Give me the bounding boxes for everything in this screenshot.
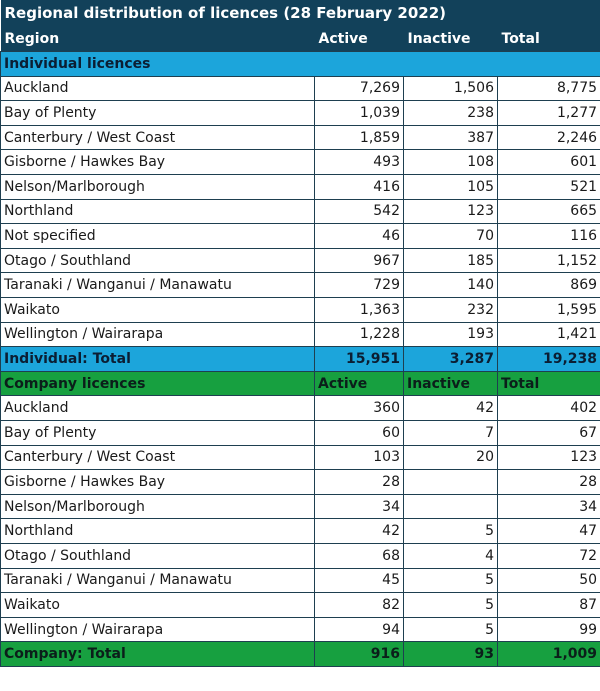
individual-region-cell: Wellington / Wairarapa	[1, 322, 315, 347]
individual-active-cell: 7,269	[315, 76, 404, 101]
company-inactive-cell: 5	[404, 617, 498, 642]
company-total-cell: 34	[498, 494, 600, 519]
company-region-cell: Bay of Plenty	[1, 421, 315, 446]
table-row	[1, 322, 600, 347]
table-row	[1, 568, 600, 593]
individual-active-cell: 729	[315, 273, 404, 298]
company-inactive-cell: 4	[404, 543, 498, 568]
individual-region-cell: Nelson/Marlborough	[1, 175, 315, 200]
individual-inactive-cell: 105	[404, 175, 498, 200]
company-total-inactive: 93	[404, 642, 498, 667]
individual-total-cell: 869	[498, 273, 600, 298]
col-header-active: Active	[315, 27, 404, 52]
company-active-cell: 60	[315, 421, 404, 446]
company-col-header-inactive: Inactive	[404, 371, 498, 396]
company-inactive-cell: 5	[404, 519, 498, 544]
col-header-total: Total	[498, 27, 600, 52]
company-region-cell: Otago / Southland	[1, 543, 315, 568]
individual-inactive-cell: 193	[404, 322, 498, 347]
individual-total-cell: 665	[498, 199, 600, 224]
individual-active-cell: 1,859	[315, 125, 404, 150]
company-active-cell: 360	[315, 396, 404, 421]
table-row	[1, 248, 600, 273]
individual-total-total: 19,238	[498, 347, 600, 372]
individual-inactive-cell: 185	[404, 248, 498, 273]
individual-total-active: 15,951	[315, 347, 404, 372]
individual-active-cell: 46	[315, 224, 404, 249]
company-col-header-active: Active	[315, 371, 404, 396]
company-total-cell: 67	[498, 421, 600, 446]
company-inactive-cell	[404, 470, 498, 495]
individual-inactive-cell: 70	[404, 224, 498, 249]
company-active-cell: 28	[315, 470, 404, 495]
individual-region-cell: Taranaki / Wanganui / Manawatu	[1, 273, 315, 298]
column-header-row	[1, 27, 600, 52]
table-row	[1, 101, 600, 126]
company-inactive-cell: 5	[404, 593, 498, 618]
individual-section-header	[1, 52, 600, 77]
col-header-inactive: Inactive	[404, 27, 498, 52]
individual-active-cell: 1,363	[315, 298, 404, 323]
individual-inactive-cell: 123	[404, 199, 498, 224]
individual-inactive-cell: 238	[404, 101, 498, 126]
company-active-cell: 68	[315, 543, 404, 568]
company-col-header-total: Total	[498, 371, 600, 396]
individual-active-cell: 1,039	[315, 101, 404, 126]
table-row	[1, 150, 600, 175]
company-region-cell: Auckland	[1, 396, 315, 421]
individual-inactive-cell: 108	[404, 150, 498, 175]
company-total-cell: 402	[498, 396, 600, 421]
table-row	[1, 494, 600, 519]
company-total-cell: 87	[498, 593, 600, 618]
company-total-cell: 47	[498, 519, 600, 544]
company-active-cell: 103	[315, 445, 404, 470]
individual-active-cell: 416	[315, 175, 404, 200]
individual-total-inactive: 3,287	[404, 347, 498, 372]
company-region-cell: Gisborne / Hawkes Bay	[1, 470, 315, 495]
company-section-header	[1, 371, 600, 396]
company-region-cell: Waikato	[1, 593, 315, 618]
individual-heading: Individual licences	[1, 52, 600, 77]
individual-total-cell: 1,421	[498, 322, 600, 347]
table-row	[1, 298, 600, 323]
company-total-cell: 50	[498, 568, 600, 593]
table-row	[1, 617, 600, 642]
table-title-row	[1, 0, 600, 27]
table-row	[1, 445, 600, 470]
table-row	[1, 543, 600, 568]
company-active-cell: 42	[315, 519, 404, 544]
table-row	[1, 421, 600, 446]
company-inactive-cell: 20	[404, 445, 498, 470]
individual-region-cell: Otago / Southland	[1, 248, 315, 273]
individual-region-cell: Canterbury / West Coast	[1, 125, 315, 150]
table-row	[1, 76, 600, 101]
table-row	[1, 125, 600, 150]
individual-total-cell: 2,246	[498, 125, 600, 150]
table-row	[1, 199, 600, 224]
individual-region-cell: Auckland	[1, 76, 315, 101]
company-region-cell: Taranaki / Wanganui / Manawatu	[1, 568, 315, 593]
individual-total-cell: 116	[498, 224, 600, 249]
company-active-cell: 45	[315, 568, 404, 593]
company-total-label: Company: Total	[1, 642, 315, 667]
company-active-cell: 34	[315, 494, 404, 519]
table-row	[1, 593, 600, 618]
company-heading: Company licences	[1, 371, 315, 396]
individual-active-cell: 1,228	[315, 322, 404, 347]
company-total-cell: 123	[498, 445, 600, 470]
table-row	[1, 273, 600, 298]
individual-total-cell: 1,152	[498, 248, 600, 273]
company-total-cell: 99	[498, 617, 600, 642]
table-row	[1, 396, 600, 421]
company-total-total: 1,009	[498, 642, 600, 667]
company-region-cell: Nelson/Marlborough	[1, 494, 315, 519]
individual-total-cell: 8,775	[498, 76, 600, 101]
company-total-active: 916	[315, 642, 404, 667]
table-row	[1, 175, 600, 200]
individual-region-cell: Not specified	[1, 224, 315, 249]
individual-total-cell: 1,595	[498, 298, 600, 323]
individual-total-cell: 521	[498, 175, 600, 200]
table-row	[1, 224, 600, 249]
individual-region-cell: Bay of Plenty	[1, 101, 315, 126]
individual-active-cell: 493	[315, 150, 404, 175]
table-title: Regional distribution of licences (28 February 2022)	[1, 0, 600, 27]
company-inactive-cell: 5	[404, 568, 498, 593]
company-region-cell: Wellington / Wairarapa	[1, 617, 315, 642]
company-active-cell: 82	[315, 593, 404, 618]
company-total-cell: 72	[498, 543, 600, 568]
individual-inactive-cell: 1,506	[404, 76, 498, 101]
individual-region-cell: Gisborne / Hawkes Bay	[1, 150, 315, 175]
company-active-cell: 94	[315, 617, 404, 642]
individual-total-cell: 601	[498, 150, 600, 175]
individual-region-cell: Northland	[1, 199, 315, 224]
individual-total-label: Individual: Total	[1, 347, 315, 372]
individual-active-cell: 542	[315, 199, 404, 224]
company-total-row	[1, 642, 600, 667]
individual-inactive-cell: 140	[404, 273, 498, 298]
individual-inactive-cell: 232	[404, 298, 498, 323]
company-region-cell: Northland	[1, 519, 315, 544]
company-inactive-cell: 42	[404, 396, 498, 421]
col-header-region: Region	[1, 27, 315, 52]
table-row	[1, 470, 600, 495]
table-row	[1, 519, 600, 544]
company-inactive-cell	[404, 494, 498, 519]
individual-total-row	[1, 347, 600, 372]
company-total-cell: 28	[498, 470, 600, 495]
individual-active-cell: 967	[315, 248, 404, 273]
individual-total-cell: 1,277	[498, 101, 600, 126]
company-inactive-cell: 7	[404, 421, 498, 446]
individual-inactive-cell: 387	[404, 125, 498, 150]
individual-region-cell: Waikato	[1, 298, 315, 323]
company-region-cell: Canterbury / West Coast	[1, 445, 315, 470]
